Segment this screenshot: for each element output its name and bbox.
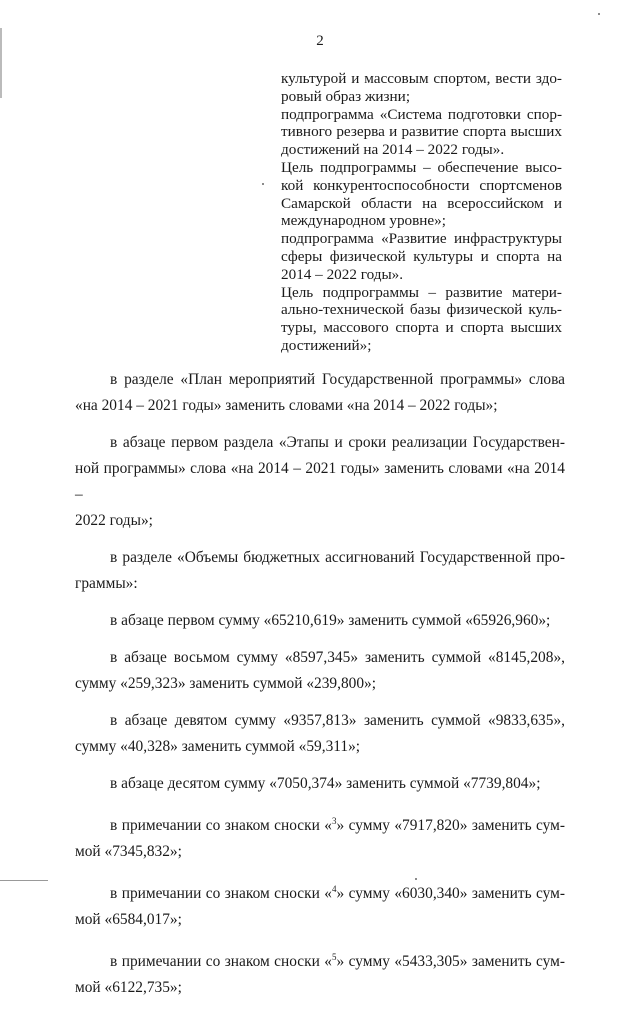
column-line: ровый образ жизни; bbox=[281, 87, 411, 105]
paragraph-line: в абзаце девятом сумму «9357,813» заменить суммой «9833,635», bbox=[110, 712, 565, 729]
footnote-mark: 4 bbox=[331, 884, 337, 894]
paragraph-line: «на 2014 – 2021 годы» заменить словами «на 2014 – 2022 годы»; bbox=[75, 397, 498, 414]
paragraph-line: ной программы» слова «на 2014 – 2021 годы» заменить словами «на 2014 – bbox=[75, 460, 565, 503]
paragraph-line: мой «6584,017»; bbox=[75, 911, 182, 928]
paragraph-line: в абзаце первом сумму «65210,619» заменить суммой «65926,960»; bbox=[110, 612, 551, 629]
paragraph-line: мой «7345,832»; bbox=[75, 843, 182, 860]
paragraph-line bbox=[75, 876, 565, 907]
amendment-paragraph bbox=[75, 808, 565, 865]
amendment-paragraph bbox=[75, 708, 565, 760]
column-line: международном уровне»; bbox=[281, 212, 446, 230]
column-line: ально-технической базы физической куль- bbox=[281, 301, 562, 319]
column-line: достижений на 2014 – 2022 годы». bbox=[281, 141, 505, 159]
line-text: » сумму «7917,820» заменить сум- bbox=[336, 817, 566, 834]
column-line: подпрограмма «Система подготовки спор- bbox=[281, 105, 562, 123]
paragraph-line: в абзаце первом раздела «Этапы и сроки реализации Государствен- bbox=[110, 434, 565, 451]
amendment-paragraph bbox=[75, 430, 565, 534]
paragraph-line: граммы»: bbox=[75, 575, 138, 592]
paragraph-line: 2022 годы»; bbox=[75, 512, 153, 529]
line-text: » сумму «6030,340» заменить сум- bbox=[336, 885, 566, 902]
paragraph-line: сумму «259,323» заменить суммой «239,800»; bbox=[75, 675, 377, 692]
column-line: Цель подпрограммы – обеспечение высо- bbox=[281, 158, 562, 176]
paragraph-line bbox=[75, 808, 565, 839]
footnote-mark: 5 bbox=[331, 952, 337, 962]
scan-mark bbox=[0, 880, 48, 881]
page-number: 2 bbox=[316, 33, 324, 49]
footnote-mark: 3 bbox=[331, 816, 337, 826]
column-line: Самарской области на всероссийском и bbox=[281, 194, 562, 212]
amendment-paragraph bbox=[75, 771, 565, 797]
column-line: культурой и массовым спортом, вести здо- bbox=[281, 70, 562, 87]
line-text: в примечании со знаком сноски « bbox=[110, 817, 332, 834]
paragraph-line: в разделе «План мероприятий Государственной программы» слова bbox=[110, 371, 565, 388]
amendment-list bbox=[75, 367, 565, 1012]
amendment-paragraph bbox=[75, 545, 565, 597]
amendment-paragraph bbox=[75, 944, 565, 1001]
column-line: 2014 – 2022 годы». bbox=[281, 265, 404, 283]
column-line: туры, массового спорта и спорта высших bbox=[281, 319, 562, 337]
scan-mark bbox=[0, 28, 2, 98]
amendment-paragraph bbox=[75, 645, 565, 697]
line-text: в примечании со знаком сноски « bbox=[110, 953, 332, 970]
column-line: тивного резерва и развитие спорта высших bbox=[281, 123, 562, 141]
scan-speck bbox=[262, 183, 264, 185]
scan-speck bbox=[598, 13, 600, 15]
paragraph-line: в разделе «Объемы бюджетных ассигнований Государственной про- bbox=[110, 549, 565, 566]
column-line: подпрограмма «Развитие инфраструктуры bbox=[281, 230, 562, 248]
paragraph-line: в абзаце восьмом сумму «8597,345» заменить суммой «8145,208», bbox=[110, 649, 565, 666]
paragraph-line: сумму «40,328» заменить суммой «59,311»; bbox=[75, 738, 361, 755]
amendment-paragraph bbox=[75, 367, 565, 419]
line-text: в примечании со знаком сноски « bbox=[110, 885, 332, 902]
line-text: » сумму «5433,305» заменить сум- bbox=[336, 953, 566, 970]
quoted-column bbox=[281, 70, 562, 355]
amendment-paragraph bbox=[75, 608, 565, 634]
paragraph-line: в абзаце десятом сумму «7050,374» заменить суммой «7739,804»; bbox=[110, 775, 541, 792]
column-line: сферы физической культуры и спорта на bbox=[281, 247, 562, 265]
column-line: кой конкурентоспособности спортсменов bbox=[281, 176, 562, 194]
paragraph-line bbox=[75, 944, 565, 975]
scan-speck bbox=[415, 878, 417, 880]
column-line: Цель подпрограммы – развитие матери- bbox=[281, 283, 562, 301]
column-line: достижений»; bbox=[281, 336, 372, 354]
paragraph-line: мой «6122,735»; bbox=[75, 979, 182, 996]
